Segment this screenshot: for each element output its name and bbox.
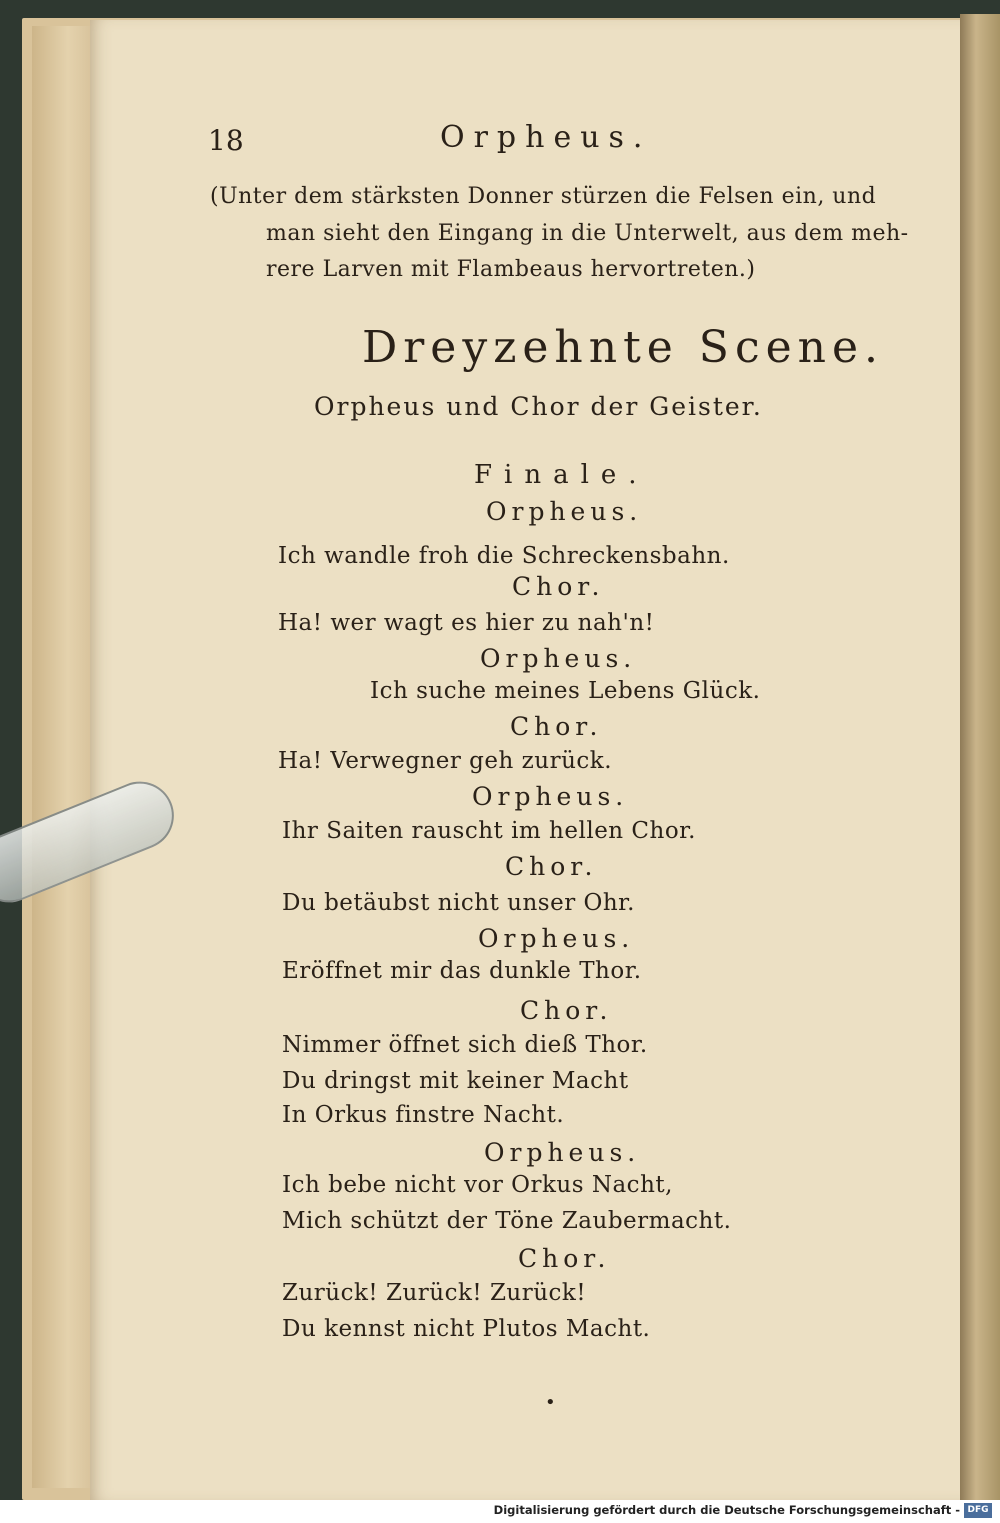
speaker-name: Orpheus. (484, 1138, 641, 1167)
verse-line: Ich suche meines Lebens Glück. (370, 678, 761, 704)
verse-line: Du kennst nicht Plutos Macht. (282, 1316, 651, 1342)
verse-line: Ich wandle froh die Schreckensbahn. (278, 543, 730, 569)
verse-line: Ich bebe nicht vor Orkus Nacht, (282, 1172, 673, 1198)
scene-title: Dreyzehnte Scene. (362, 322, 884, 373)
verse-line: Eröffnet mir das dunkle Thor. (282, 958, 642, 984)
verse-line: Du betäubst nicht unser Ohr. (282, 890, 635, 916)
verse-line: Du dringst mit keiner Macht (282, 1068, 629, 1094)
verse-line: Ha! wer wagt es hier zu nah'n! (278, 610, 655, 636)
stage-direction-line: rere Larven mit Flambeaus hervortreten.) (266, 257, 756, 282)
speaker-name: Orpheus. (486, 497, 643, 526)
page-number: 18 (208, 124, 244, 157)
speaker-name: Chor. (520, 996, 613, 1025)
speaker-name: Orpheus. (480, 644, 637, 673)
section-heading: Finale. (474, 460, 649, 490)
verse-line: Zurück! Zurück! Zurück! (282, 1280, 587, 1306)
speaker-name: Chor. (505, 852, 598, 881)
facing-page-edge (960, 14, 1000, 1504)
speaker-name: Orpheus. (472, 782, 629, 811)
page-edges (32, 26, 92, 1488)
cast-line: Orpheus und Chor der Geister. (314, 392, 763, 421)
footer-credit: Digitalisierung gefördert durch die Deutsche Forschungsgemeinschaft - (493, 1503, 960, 1517)
verse-line: Nimmer öffnet sich dieß Thor. (282, 1032, 648, 1058)
verse-line: In Orkus finstre Nacht. (282, 1102, 565, 1128)
speaker-name: Chor. (512, 572, 605, 601)
speaker-name: Orpheus. (478, 924, 635, 953)
stage-direction-line: (Unter dem stärksten Donner stürzen die Felsen ein, und (210, 184, 877, 209)
verse-line: Ha! Verwegner geh zurück. (278, 748, 613, 774)
speaker-name: Chor. (510, 712, 603, 741)
dfg-logo: DFG (964, 1503, 992, 1518)
stage-direction-line: man sieht den Eingang in die Unterwelt, aus dem meh- (266, 221, 909, 246)
ornament-mark: • (545, 1392, 556, 1413)
verse-line: Mich schützt der Töne Zaubermacht. (282, 1208, 732, 1234)
footer-bar (0, 1500, 1000, 1523)
verse-line: Ihr Saiten rauscht im hellen Chor. (282, 818, 696, 844)
running-head: Orpheus. (440, 120, 652, 155)
speaker-name: Chor. (518, 1244, 611, 1273)
